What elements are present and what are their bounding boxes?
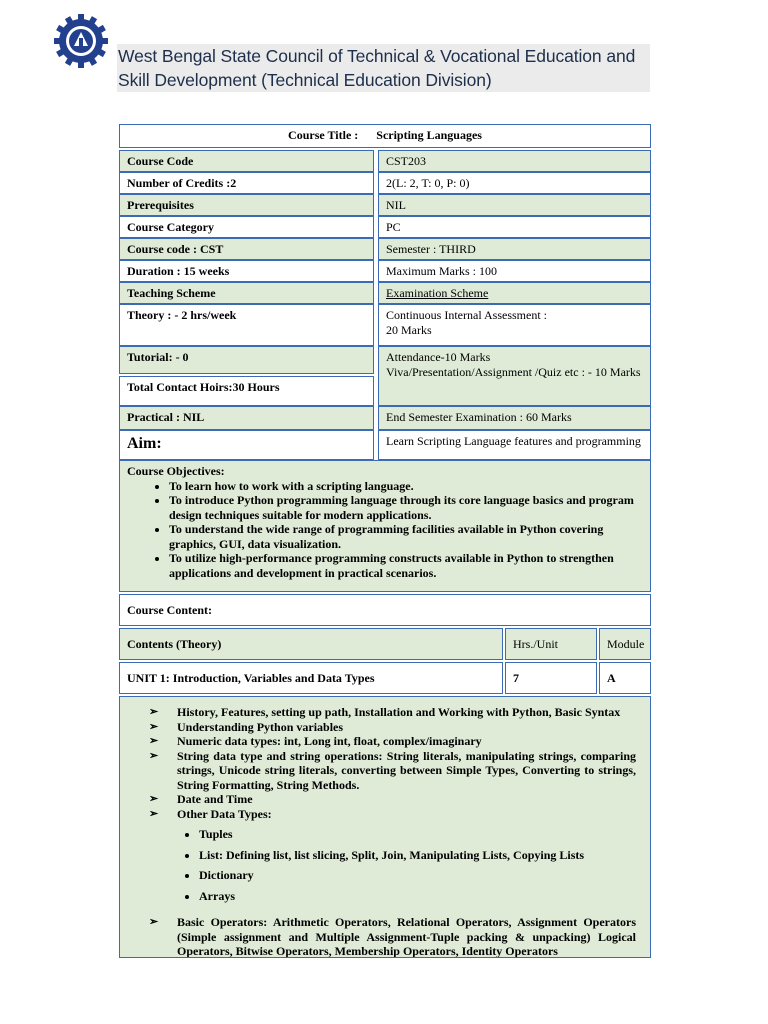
course-title-row [119,124,651,148]
subtopic-list [127,827,636,903]
label-duration: Duration : 15 weeks [119,260,374,282]
topic-item: ➢ Date and Time [149,792,636,807]
value-internal-assessment [378,304,651,346]
objectives-list [127,479,643,581]
col-header-hrs: Hrs./Unit [505,628,597,660]
objective-item: • To utilize high-performance programming constructs available in Python to strengthen applications and development in practical scenarios. [169,551,643,580]
objective-item: • To understand the wide range of programming facilities available in Python covering graphics, GUI, data visualization. [169,522,643,551]
objective-item: • To learn how to work with a scripting language. [169,479,643,494]
value-max-marks: Maximum Marks : 100 [378,260,651,282]
council-name-line1: West Bengal State Council of Technical & Vocational Education and [118,46,636,66]
label-category: Course Category [119,216,374,238]
label-total-contact-hours: Total Contact Hoirs:30 Hours [119,376,374,406]
course-title-value: Scripting Languages [376,128,482,142]
col-header-contents: Contents (Theory) [119,628,503,660]
value-credits: 2(L: 2, T: 0, P: 0) [378,172,651,194]
aim-value: Learn Scripting Language features and programming [378,430,651,460]
topic-item: ➢ Other Data Types: [149,807,636,822]
course-content-heading: Course Content: [119,594,651,626]
internal-assessment-label: Continuous Internal Assessment : [386,308,547,322]
unit1-module: A [599,662,651,694]
subtopic-item: • Arrays [199,889,636,904]
aim-label: Aim: [119,430,374,460]
label-course-code: Course Code [119,150,374,172]
subtopic-item: • Dictionary [199,868,636,883]
topic-item: ➢ Numeric data types: int, Long int, float, complex/imaginary [149,734,636,749]
internal-assessment-marks: 20 Marks [386,322,432,337]
subtopic-item: • Tuples [199,827,636,842]
page-header [52,12,652,94]
value-end-semester: End Semester Examination : 60 Marks [378,406,651,430]
topic-list [127,705,636,821]
unit1-topics [119,696,651,958]
col-header-module: Module [599,628,651,660]
value-category: PC [378,216,651,238]
topic-item: ➢ String data type and string operations: String literals, manipulating strings, comparing strings, Unicode string literals, converting between Simple Types, Converting to strings, String Formatting, String Methods. [149,749,636,793]
attendance-marks: Attendance-10 Marks [386,350,491,364]
label-theory-hours: Theory : - 2 hrs/week [119,304,374,346]
operators-list [127,915,636,958]
wbscte-emblem-icon [52,12,110,70]
value-semester: Semester : THIRD [378,238,651,260]
unit1-hrs: 7 [505,662,597,694]
value-exam-scheme: Examination Scheme [378,282,651,304]
label-prerequisites: Prerequisites [119,194,374,216]
label-tutorial: Tutorial: - 0 [119,346,374,374]
value-prerequisites: NIL [378,194,651,216]
objectives-heading: Course Objectives: [127,464,225,478]
objective-item: • To introduce Python programming language through its core language basics and program design techniques suitable for modern applications. [169,493,643,522]
topic-item: ➢ Basic Operators: Arithmetic Operators, Relational Operators, Assignment Operators (Simple assignment and Multiple Assignment-Tuple packing & unpacking) Logical Operators, Bitwise Operators, Membership Operators, Identity Operators [149,915,636,958]
subtopic-item: • List: Defining list, list slicing, Split, Join, Manipulating Lists, Copying Lists [199,848,636,863]
value-attendance-viva [378,346,651,406]
unit1-title: UNIT 1: Introduction, Variables and Data Types [119,662,503,694]
course-title-label: Course Title : [288,128,359,142]
topic-item: ➢ History, Features, setting up path, Installation and Working with Python, Basic Syntax [149,705,636,720]
topic-item: ➢ Understanding Python variables [149,720,636,735]
label-credits: Number of Credits :2 [119,172,374,194]
label-practical: Practical : NIL [119,406,374,430]
label-course-code-cst: Course code : CST [119,238,374,260]
course-objectives [119,460,651,592]
value-course-code: CST203 [378,150,651,172]
viva-marks: Viva/Presentation/Assignment /Quiz etc : - 10 Marks [386,364,641,379]
label-teaching-scheme: Teaching Scheme [119,282,374,304]
council-name-line2: Skill Development (Technical Education Division) [118,70,492,90]
